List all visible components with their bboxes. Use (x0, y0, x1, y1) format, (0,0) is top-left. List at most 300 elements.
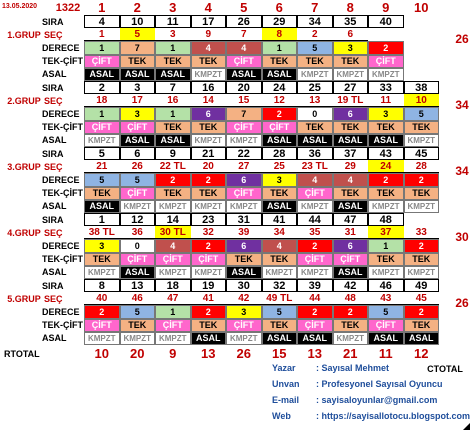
derece-cell: 5 (120, 173, 156, 186)
sira-cell: 38 (404, 81, 440, 94)
sec-cell: 23 TL (297, 160, 333, 173)
derece-cell: 2 (191, 239, 227, 252)
tek-cift-cell: TEK (262, 187, 298, 200)
tek-cift-label: TEK-ÇİFT (42, 188, 83, 199)
sec-cell: 18 (84, 94, 120, 107)
derece-cell: 5 (297, 41, 333, 54)
sira-cell: 4 (84, 15, 120, 28)
tek-cift-label: TEK-ÇİFT (42, 254, 83, 265)
sec-cell: 33 (404, 226, 440, 239)
sec-cell: 30 TL (155, 226, 191, 239)
derece-cell: 2 (191, 305, 227, 318)
group-total: 26 (455, 32, 469, 47)
sira-cell: 8 (84, 279, 120, 292)
tek-cift-label: TEK-ÇİFT (42, 56, 83, 67)
sec-cell: 44 (297, 292, 333, 305)
group-total: 30 (455, 230, 469, 245)
tek-cift-cell: ÇİFT (155, 319, 191, 332)
derece-cell: 4 (262, 239, 298, 252)
tek-cift-cell: ÇİFT (333, 253, 369, 266)
sira-cell: 14 (155, 213, 191, 226)
sec-cell: 31 (333, 226, 369, 239)
sec-cell: 1 (84, 28, 120, 41)
sec-cell: 41 (191, 292, 227, 305)
sec-cell: 7 (226, 28, 262, 41)
group-name: 5.GRUP (7, 293, 41, 304)
sec-cell: 36 (120, 226, 156, 239)
derece-cell: 6 (226, 239, 262, 252)
sira-cell: 21 (191, 147, 227, 160)
asal-cell: KMPZT (297, 200, 333, 213)
column-header: 10 (414, 0, 429, 14)
rtotal-cell: 12 (414, 346, 429, 361)
asal-cell: KMPZT (333, 68, 369, 81)
info-web-label: Web (272, 411, 291, 421)
column-header: 4 (204, 0, 212, 14)
derece-cell: 3 (333, 41, 369, 54)
sec-cell: 13 (297, 94, 333, 107)
sec-cell: 12 (262, 94, 298, 107)
tek-cift-cell: TEK (297, 55, 333, 68)
asal-label: ASAL (42, 333, 67, 344)
sec-cell: 45 (404, 292, 440, 305)
sec-cell: 21 (84, 160, 120, 173)
asal-cell: ASAL (120, 68, 156, 81)
derece-cell: 5 (262, 305, 298, 318)
asal-cell: KMPZT (368, 266, 404, 279)
derece-cell: 5 (84, 173, 120, 186)
asal-cell: KMPZT (191, 134, 227, 147)
sira-cell: 41 (262, 213, 298, 226)
sira-cell: 36 (297, 147, 333, 160)
tek-cift-cell: TEK (120, 55, 156, 68)
sec-cell: 26 (120, 160, 156, 173)
sira-cell: 42 (333, 279, 369, 292)
rtotal-cell: 9 (169, 346, 177, 361)
rtotal-cell: 20 (130, 346, 145, 361)
sec-cell: 19 TL (333, 94, 369, 107)
sira-cell: 3 (120, 81, 156, 94)
tek-cift-cell: TEK (226, 253, 262, 266)
derece-cell: 7 (226, 107, 262, 120)
info-yazar: Yazar : Sayısal Mehmet (272, 363, 390, 373)
asal-cell: ASAL (191, 332, 227, 345)
sec-cell: 32 (191, 226, 227, 239)
asal-cell: ASAL (333, 200, 369, 213)
asal-cell: KMPZT (368, 200, 404, 213)
tek-cift-cell: ÇİFT (84, 319, 120, 332)
asal-cell: KMPZT (155, 266, 191, 279)
rtotal-cell: 10 (94, 346, 109, 361)
sira-cell: 43 (368, 147, 404, 160)
sira-cell: 20 (226, 81, 262, 94)
tek-cift-cell: TEK (155, 187, 191, 200)
column-header: 2 (133, 0, 141, 14)
sec-cell: 8 (262, 28, 298, 41)
group-total: 34 (455, 98, 469, 113)
sira-label: SIRA (42, 16, 64, 27)
sec-cell: 38 TL (84, 226, 120, 239)
column-header: 6 (275, 0, 283, 14)
tek-cift-cell: TEK (262, 55, 298, 68)
derece-cell: 4 (333, 173, 369, 186)
sira-cell: 22 (226, 147, 262, 160)
column-header: 9 (382, 0, 390, 14)
derece-cell: 2 (368, 173, 404, 186)
tek-cift-cell: TEK (404, 253, 440, 266)
sira-cell: 31 (226, 213, 262, 226)
sec-cell: 2 (297, 28, 333, 41)
derece-label: DERECE (42, 240, 80, 251)
tek-cift-cell: ÇİFT (368, 319, 404, 332)
group-total: 26 (455, 296, 469, 311)
sec-cell: 5 (120, 28, 156, 41)
asal-cell: KMPZT (155, 332, 191, 345)
info-web-value[interactable]: https://sayisallotocu.blogspot.com (321, 411, 471, 421)
asal-cell: KMPZT (262, 266, 298, 279)
sira-cell: 13 (120, 279, 156, 292)
asal-cell: KMPZT (84, 266, 120, 279)
info-email: E-mail : sayisaloyunlar@gmail.com (272, 395, 438, 405)
derece-label: DERECE (42, 42, 80, 53)
ctotal-label: CTOTAL (427, 364, 463, 374)
asal-cell: KMPZT (226, 134, 262, 147)
tek-cift-cell: TEK (155, 121, 191, 134)
sira-cell: 46 (368, 279, 404, 292)
derece-cell: 3 (368, 107, 404, 120)
group-name: 1.GRUP (7, 29, 41, 40)
sira-cell: 6 (120, 147, 156, 160)
derece-cell: 2 (404, 305, 440, 318)
asal-cell: KMPZT (404, 200, 440, 213)
sira-cell: 49 (404, 279, 440, 292)
derece-label: DERECE (42, 306, 80, 317)
sec-cell: 10 (404, 94, 440, 107)
tek-cift-cell: ÇİFT (226, 319, 262, 332)
sec-cell: 39 (226, 226, 262, 239)
rtotal-cell: 13 (201, 346, 216, 361)
derece-cell: 5 (368, 305, 404, 318)
derece-cell: 1 (368, 239, 404, 252)
asal-cell: KMPZT (404, 266, 440, 279)
sira-cell: 23 (191, 213, 227, 226)
derece-cell: 1 (262, 41, 298, 54)
rtotal-cell: 21 (343, 346, 358, 361)
asal-label: ASAL (42, 267, 67, 278)
asal-cell: KMPZT (84, 134, 120, 147)
tek-cift-label: TEK-ÇİFT (42, 320, 83, 331)
sira-cell: 2 (84, 81, 120, 94)
sira-cell: 19 (191, 279, 227, 292)
sira-cell: 39 (297, 279, 333, 292)
derece-label: DERECE (42, 108, 80, 119)
asal-cell: ASAL (262, 200, 298, 213)
derece-cell: 3 (120, 107, 156, 120)
sec-cell: 35 (297, 226, 333, 239)
asal-cell: ASAL (120, 266, 156, 279)
info-email-value[interactable]: sayisaloyunlar@gmail.com (321, 395, 438, 405)
info-unvan-label: Unvan (272, 379, 300, 389)
tek-cift-cell: TEK (262, 253, 298, 266)
sec-cell: 11 (368, 94, 404, 107)
date-label: 13.05.2020 (2, 3, 38, 10)
sec-label: SEÇ (44, 227, 63, 238)
derece-cell: 6 (226, 173, 262, 186)
asal-cell: ASAL (368, 134, 404, 147)
rtotal-cell: 15 (272, 346, 287, 361)
derece-cell: 1 (155, 305, 191, 318)
sec-cell: 22 TL (155, 160, 191, 173)
tek-cift-cell: ÇİFT (84, 121, 120, 134)
tek-cift-cell: ÇİFT (120, 121, 156, 134)
sec-cell: 27 (226, 160, 262, 173)
sira-label: SIRA (42, 82, 64, 93)
tek-cift-cell: TEK (333, 121, 369, 134)
sec-cell: 43 (368, 292, 404, 305)
tek-cift-cell: ÇİFT (297, 253, 333, 266)
sec-label: SEÇ (44, 29, 63, 40)
sec-cell: 47 (155, 292, 191, 305)
derece-cell: 0 (120, 239, 156, 252)
sira-cell: 33 (368, 81, 404, 94)
sec-cell: 16 (155, 94, 191, 107)
info-web: Web : https://sayisallotocu.blogspot.com (272, 411, 471, 421)
asal-cell: ASAL (262, 68, 298, 81)
sec-cell: 49 TL (262, 292, 298, 305)
asal-cell: ASAL (155, 134, 191, 147)
tek-cift-cell: ÇİFT (262, 121, 298, 134)
asal-cell: ASAL (333, 266, 369, 279)
asal-cell: KMPZT (297, 68, 333, 81)
sira-cell: 44 (297, 213, 333, 226)
sira-cell: 47 (333, 213, 369, 226)
tek-cift-cell: TEK (155, 55, 191, 68)
derece-cell: 0 (297, 107, 333, 120)
derece-cell: 2 (262, 107, 298, 120)
asal-cell: ASAL (226, 266, 262, 279)
derece-cell: 2 (155, 173, 191, 186)
sira-cell: 25 (297, 81, 333, 94)
derece-cell: 6 (333, 239, 369, 252)
sec-cell: 25 (262, 160, 298, 173)
sira-cell: 32 (262, 279, 298, 292)
group-name: 4.GRUP (7, 227, 41, 238)
tek-cift-cell: ÇİFT (120, 187, 156, 200)
sec-cell: 42 (226, 292, 262, 305)
sec-cell: 3 (155, 28, 191, 41)
tek-cift-cell: ÇİFT (368, 55, 404, 68)
derece-cell: 7 (120, 41, 156, 54)
asal-cell: KMPZT (297, 266, 333, 279)
derece-cell: 1 (84, 41, 120, 54)
asal-cell: KMPZT (404, 134, 440, 147)
asal-cell: ASAL (297, 332, 333, 345)
sira-label: SIRA (42, 214, 64, 225)
sira-cell: 35 (333, 15, 369, 28)
sec-label: SEÇ (44, 161, 63, 172)
sira-cell: 18 (155, 279, 191, 292)
tek-cift-cell: TEK (84, 187, 120, 200)
sira-cell: 12 (120, 213, 156, 226)
group-name: 3.GRUP (7, 161, 41, 172)
derece-cell: 4 (191, 41, 227, 54)
sec-label: SEÇ (44, 293, 63, 304)
asal-cell: KMPZT (191, 68, 227, 81)
info-yazar-value: Sayısal Mehmet (321, 363, 390, 373)
tek-cift-cell: TEK (262, 319, 298, 332)
sira-cell: 26 (226, 15, 262, 28)
derece-cell: 2 (191, 173, 227, 186)
derece-cell: 3 (262, 173, 298, 186)
sec-cell: 6 (333, 28, 369, 41)
tek-cift-cell: ÇİFT (155, 253, 191, 266)
asal-cell: ASAL (333, 134, 369, 147)
derece-cell: 2 (333, 305, 369, 318)
code-label: 1322 (55, 2, 81, 14)
column-header: 8 (346, 0, 354, 14)
asal-cell: KMPZT (120, 332, 156, 345)
column-header: 5 (240, 0, 248, 14)
tek-cift-cell: TEK (297, 121, 333, 134)
sec-cell: 24 (368, 160, 404, 173)
sira-cell: 9 (155, 147, 191, 160)
column-header: 1 (98, 0, 106, 14)
sira-cell: 28 (262, 147, 298, 160)
tek-cift-cell: TEK (191, 55, 227, 68)
tek-cift-cell: TEK (191, 319, 227, 332)
asal-label: ASAL (42, 69, 67, 80)
tek-cift-cell: ÇİFT (191, 253, 227, 266)
tek-cift-cell: TEK (191, 121, 227, 134)
tek-cift-cell: ÇİFT (226, 55, 262, 68)
asal-cell: ASAL (297, 134, 333, 147)
sira-cell: 30 (226, 279, 262, 292)
tek-cift-cell: TEK (404, 187, 440, 200)
resize-handle-icon[interactable] (463, 423, 470, 430)
tek-cift-cell: TEK (368, 253, 404, 266)
asal-cell: ASAL (226, 68, 262, 81)
sec-cell: 14 (191, 94, 227, 107)
derece-cell: 6 (333, 107, 369, 120)
sec-cell: 48 (333, 292, 369, 305)
tek-cift-label: TEK-ÇİFT (42, 122, 83, 133)
sec-cell: 17 (120, 94, 156, 107)
column-header: 3 (169, 0, 177, 14)
derece-cell: 3 (84, 239, 120, 252)
sira-cell: 5 (84, 147, 120, 160)
asal-cell: ASAL (84, 200, 120, 213)
sira-cell: 45 (404, 147, 440, 160)
derece-cell: 5 (404, 107, 440, 120)
tek-cift-cell: TEK (333, 319, 369, 332)
derece-label: DERECE (42, 174, 80, 185)
derece-cell: 2 (404, 173, 440, 186)
asal-cell: KMPZT (120, 200, 156, 213)
tek-cift-cell: TEK (368, 187, 404, 200)
sec-cell: 37 (368, 226, 404, 239)
asal-cell: KMPZT (84, 332, 120, 345)
asal-cell: KMPZT (333, 332, 369, 345)
asal-cell: ASAL (155, 68, 191, 81)
tek-cift-cell: TEK (404, 121, 440, 134)
derece-cell: 2 (297, 239, 333, 252)
derece-cell: 1 (84, 107, 120, 120)
tek-cift-cell: TEK (368, 121, 404, 134)
column-header: 7 (311, 0, 319, 14)
asal-cell: ASAL (120, 134, 156, 147)
info-unvan: Unvan : Profesyonel Sayısal Oyuncu (272, 379, 443, 389)
derece-cell: 2 (84, 305, 120, 318)
asal-cell: KMPZT (226, 200, 262, 213)
sec-cell: 29 (333, 160, 369, 173)
info-unvan-value: Profesyonel Sayısal Oyuncu (321, 379, 443, 389)
tek-cift-cell: ÇİFT (297, 187, 333, 200)
tek-cift-cell: ÇİFT (226, 187, 262, 200)
derece-cell: 1 (155, 107, 191, 120)
sira-cell: 48 (368, 213, 404, 226)
asal-label: ASAL (42, 135, 67, 146)
sira-cell: 10 (120, 15, 156, 28)
derece-cell: 3 (226, 305, 262, 318)
group-total: 34 (455, 164, 469, 179)
tek-cift-cell: TEK (333, 187, 369, 200)
tek-cift-cell: TEK (120, 319, 156, 332)
sira-cell: 34 (297, 15, 333, 28)
sec-cell: 28 (404, 160, 440, 173)
derece-cell: 4 (155, 239, 191, 252)
asal-label: ASAL (42, 201, 67, 212)
derece-cell: 4 (226, 41, 262, 54)
asal-cell: ASAL (84, 68, 120, 81)
group-name: 2.GRUP (7, 95, 41, 106)
sira-cell: 11 (155, 15, 191, 28)
asal-cell: KMPZT (368, 68, 404, 81)
sira-cell: 24 (262, 81, 298, 94)
derece-cell: 5 (120, 305, 156, 318)
sira-cell: 40 (368, 15, 404, 28)
tek-cift-cell: TEK (84, 253, 120, 266)
sec-cell: 15 (226, 94, 262, 107)
asal-cell: KMPZT (191, 200, 227, 213)
derece-cell: 2 (404, 239, 440, 252)
sec-cell: 40 (84, 292, 120, 305)
derece-cell: 2 (297, 305, 333, 318)
asal-cell: ASAL (262, 134, 298, 147)
sira-cell: 1 (84, 213, 120, 226)
derece-cell: 2 (368, 41, 404, 54)
sec-cell: 20 (191, 160, 227, 173)
rtotal-label: RTOTAL (4, 348, 40, 359)
sec-cell: 9 (191, 28, 227, 41)
sira-cell: 7 (155, 81, 191, 94)
tek-cift-cell: ÇİFT (84, 55, 120, 68)
derece-cell: 6 (191, 107, 227, 120)
sira-cell: 16 (191, 81, 227, 94)
sec-cell: 34 (262, 226, 298, 239)
derece-cell: 1 (155, 41, 191, 54)
tek-cift-cell: ÇİFT (297, 319, 333, 332)
sira-cell: 37 (333, 147, 369, 160)
info-yazar-label: Yazar (272, 363, 296, 373)
rtotal-cell: 13 (307, 346, 322, 361)
sira-cell: 29 (262, 15, 298, 28)
asal-cell: ASAL (404, 332, 440, 345)
sira-label: SIRA (42, 280, 64, 291)
tek-cift-cell: TEK (191, 187, 227, 200)
asal-cell: ASAL (262, 332, 298, 345)
asal-cell: KMPZT (191, 266, 227, 279)
tek-cift-cell: TEK (404, 319, 440, 332)
